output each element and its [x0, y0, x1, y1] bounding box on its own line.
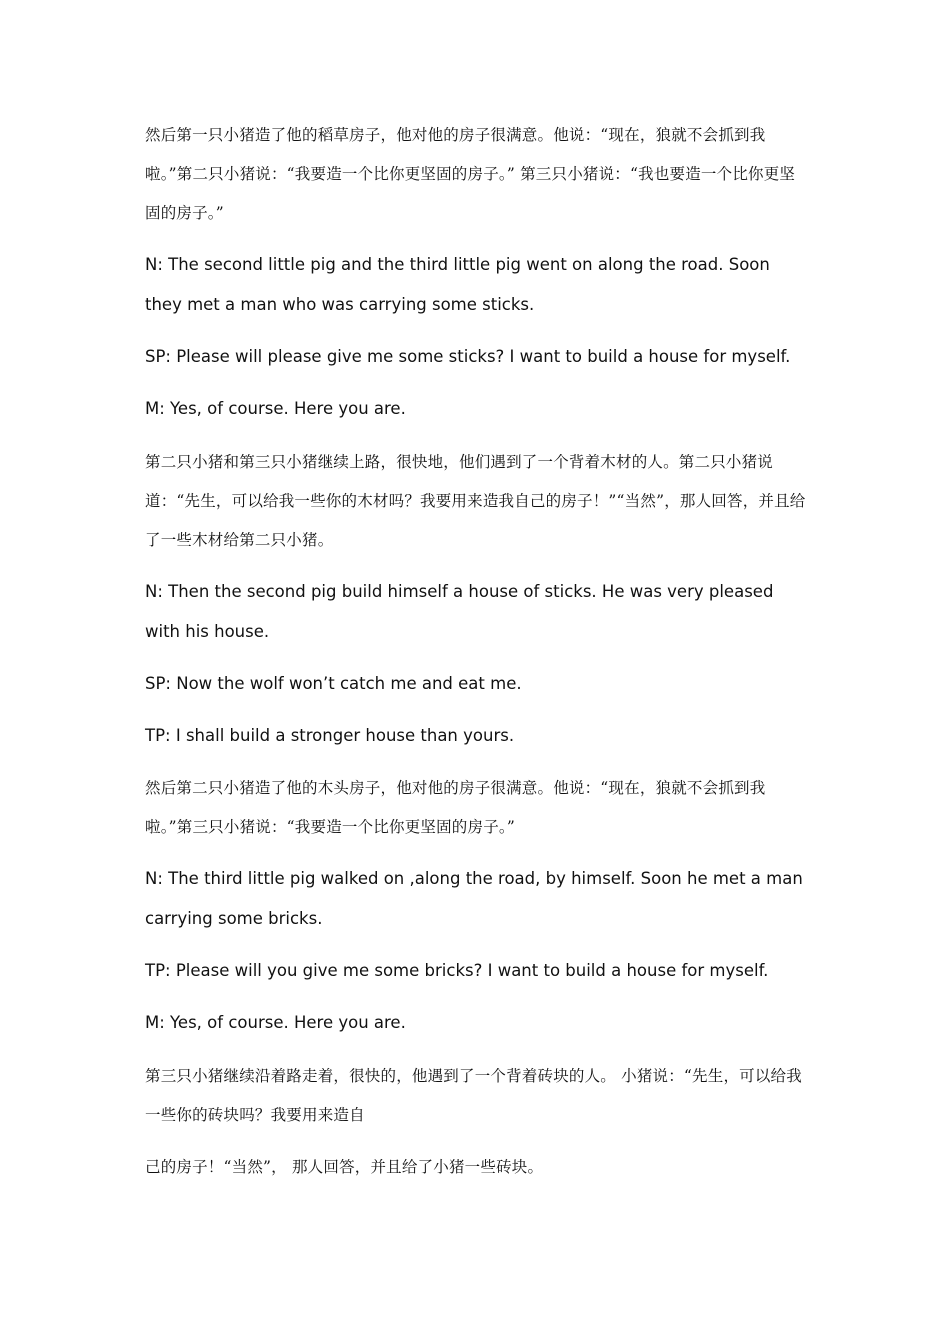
paragraph-second-pig-2: SP: Now the wolf won’t catch me and eat me. — [145, 674, 522, 693]
paragraph-zh-1: 然后第一只小猪造了他的稻草房子，他对他的房子很满意。他说：“现在，狼就不会抓到我啦。”第二只小猪说：“我要造一个比你更坚固的房子。” 第三只小猪说：“我也要造一个比你更坚固的房子。” — [145, 126, 796, 222]
paragraph-man-1: M: Yes, of course. Here you are. — [145, 399, 406, 418]
paragraph-zh-5: 己的房子！“当然”， 那人回答，并且给了小猪一些砖块。 — [145, 1158, 544, 1176]
paragraph-narrator-1: N: The second little pig and the third little pig went on along the road. Soon they met a man who was carrying some sticks. — [145, 255, 770, 314]
paragraph-second-pig-1: SP: Please will please give me some sticks? I want to build a house for myself. — [145, 347, 791, 366]
paragraph-zh-2: 第二只小猪和第三只小猪继续上路，很快地，他们遇到了一个背着木材的人。第二只小猪说道：“先生，可以给我一些你的木材吗？我要用来造我自己的房子！”“当然”，那人回答，并且给了一些木材给第二只小猪。 — [145, 453, 806, 549]
paragraph-man-2: M: Yes, of course. Here you are. — [145, 1013, 406, 1032]
paragraph-third-pig-2: TP: Please will you give me some bricks? I want to build a house for myself. — [145, 961, 769, 980]
paragraph-narrator-3: N: The third little pig walked on ,along the road, by himself. Soon he met a man carrying some bricks. — [145, 869, 803, 928]
paragraph-zh-4: 第三只小猪继续沿着路走着，很快的，他遇到了一个背着砖块的人。 小猪说：“先生，可以给我一些你的砖块吗？我要用来造自 — [145, 1067, 802, 1124]
paragraph-third-pig-1: TP: I shall build a stronger house than yours. — [145, 726, 515, 745]
paragraph-zh-3: 然后第二只小猪造了他的木头房子，他对他的房子很满意。他说：“现在，狼就不会抓到我啦。”第三只小猪说：“我要造一个比你更坚固的房子。” — [145, 779, 766, 836]
paragraph-narrator-2: N: Then the second pig build himself a house of sticks. He was very pleased with his house. — [145, 582, 774, 641]
